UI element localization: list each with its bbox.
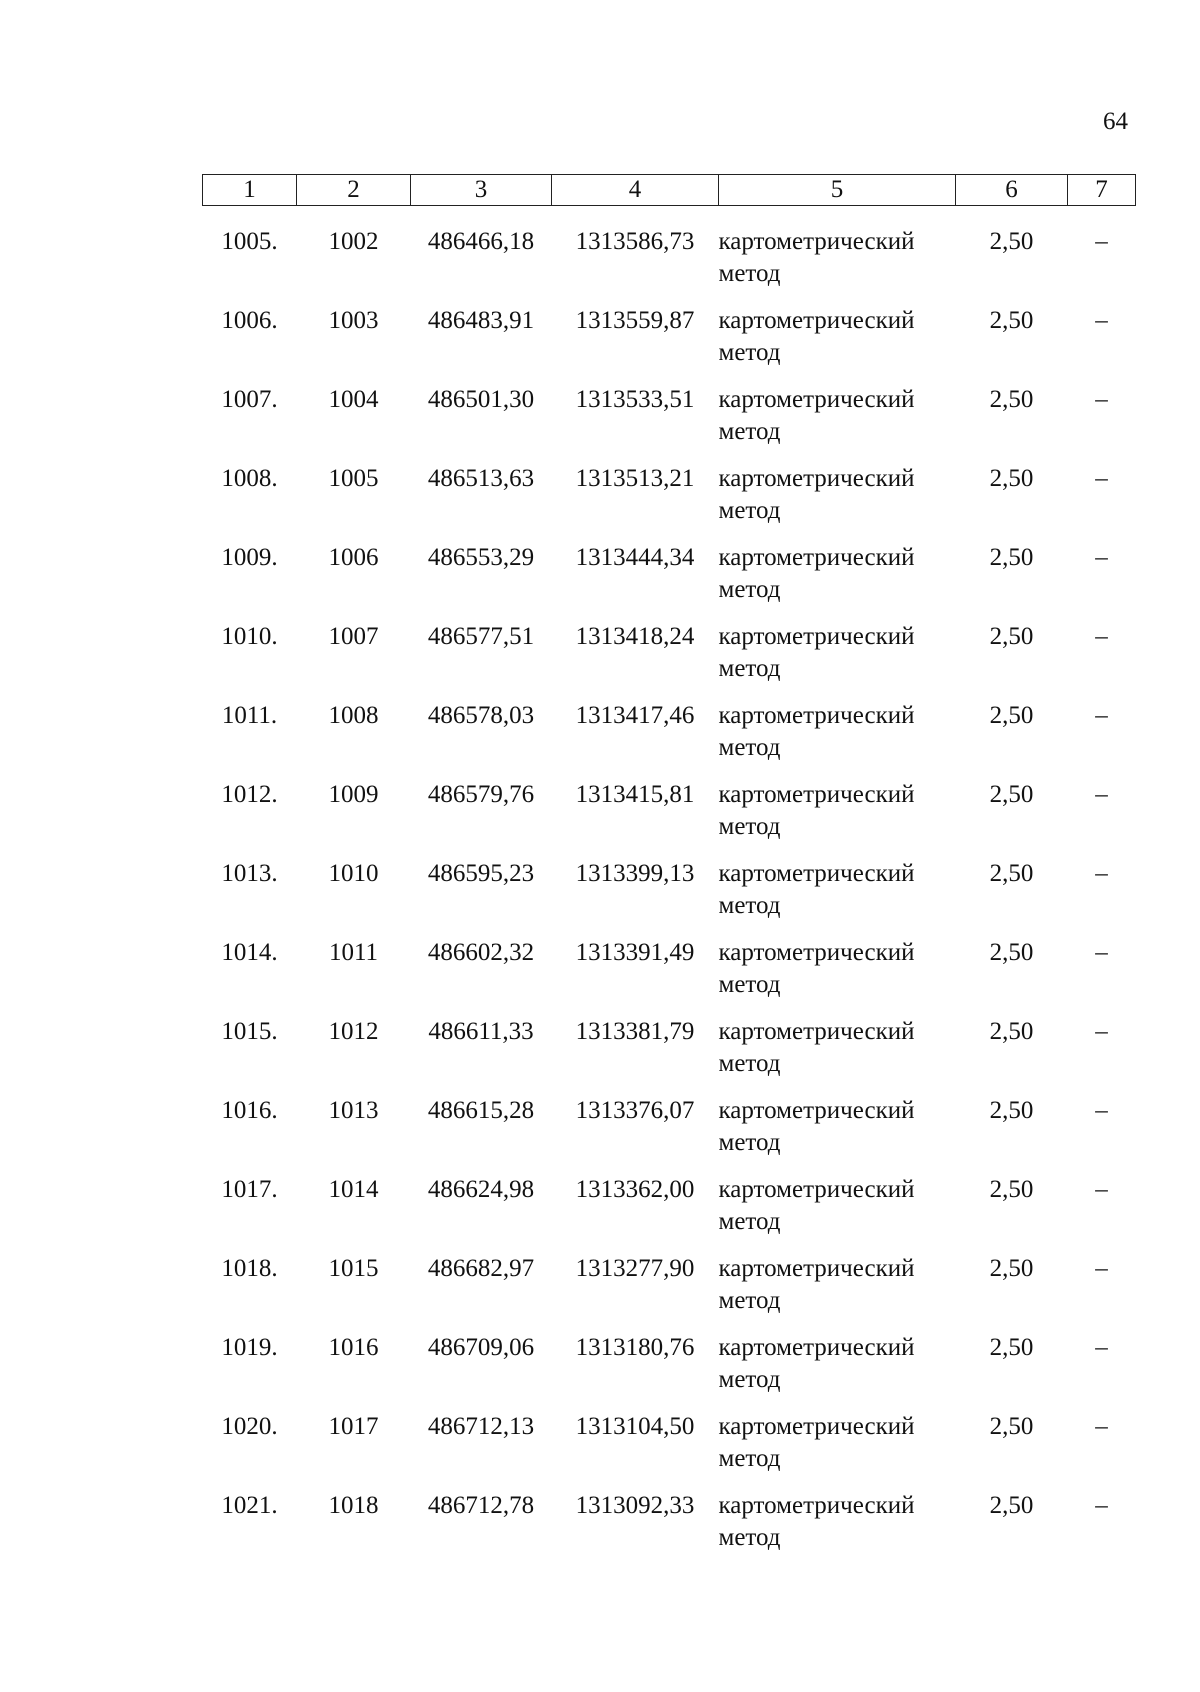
row-number-cell: 1019. bbox=[221, 1334, 278, 1361]
note-cell: – bbox=[1095, 228, 1108, 255]
table-row bbox=[203, 700, 1136, 779]
accuracy-cell: 2,50 bbox=[989, 386, 1034, 413]
column-header-7: 7 bbox=[1068, 175, 1136, 206]
note-cell: – bbox=[1095, 307, 1108, 334]
table-row bbox=[203, 384, 1136, 463]
accuracy-cell: 2,50 bbox=[989, 1334, 1034, 1361]
table-body bbox=[203, 206, 1136, 1570]
x-coordinate-cell: 486615,28 bbox=[427, 1097, 535, 1124]
table-row bbox=[203, 1411, 1136, 1490]
table-row bbox=[203, 1095, 1136, 1174]
point-number-cell: 1010 bbox=[328, 860, 379, 887]
row-number-cell: 1011. bbox=[221, 702, 278, 729]
method-cell: картометрический метод bbox=[718, 544, 915, 603]
accuracy-cell: 2,50 bbox=[989, 1255, 1034, 1282]
y-coordinate-cell: 1313399,13 bbox=[575, 860, 695, 887]
row-number-cell: 1021. bbox=[221, 1492, 278, 1519]
note-cell: – bbox=[1095, 1255, 1108, 1282]
method-cell: картометрический метод bbox=[718, 623, 915, 682]
row-number-cell: 1006. bbox=[221, 307, 278, 334]
y-coordinate-cell: 1313444,34 bbox=[575, 544, 695, 571]
accuracy-cell: 2,50 bbox=[989, 1018, 1034, 1045]
row-number-cell: 1007. bbox=[221, 386, 278, 413]
table-row bbox=[203, 1490, 1136, 1569]
row-number-cell: 1017. bbox=[221, 1176, 278, 1203]
y-coordinate-cell: 1313559,87 bbox=[575, 307, 695, 334]
method-cell: картометрический метод bbox=[718, 465, 915, 524]
accuracy-cell: 2,50 bbox=[989, 939, 1034, 966]
method-cell: картометрический метод bbox=[718, 228, 915, 287]
note-cell: – bbox=[1095, 544, 1108, 571]
point-number-cell: 1012 bbox=[328, 1018, 379, 1045]
note-cell: – bbox=[1095, 1176, 1108, 1203]
row-number-cell: 1016. bbox=[221, 1097, 278, 1124]
row-number-cell: 1013. bbox=[221, 860, 278, 887]
method-cell: картометрический метод bbox=[718, 860, 915, 919]
method-cell: картометрический метод bbox=[718, 1097, 915, 1156]
table-row bbox=[203, 937, 1136, 1016]
column-header-2: 2 bbox=[297, 175, 411, 206]
table-row bbox=[203, 1253, 1136, 1332]
accuracy-cell: 2,50 bbox=[989, 860, 1034, 887]
point-number-cell: 1018 bbox=[328, 1492, 379, 1519]
method-cell: картометрический метод bbox=[718, 1413, 915, 1472]
point-number-cell: 1002 bbox=[328, 228, 379, 255]
x-coordinate-cell: 486578,03 bbox=[427, 702, 535, 729]
table-row bbox=[203, 858, 1136, 937]
method-cell: картометрический метод bbox=[718, 781, 915, 840]
y-coordinate-cell: 1313533,51 bbox=[575, 386, 695, 413]
point-number-cell: 1017 bbox=[328, 1413, 379, 1440]
y-coordinate-cell: 1313277,90 bbox=[575, 1255, 695, 1282]
column-header-3: 3 bbox=[411, 175, 552, 206]
accuracy-cell: 2,50 bbox=[989, 1413, 1034, 1440]
point-number-cell: 1011 bbox=[328, 939, 379, 966]
y-coordinate-cell: 1313417,46 bbox=[575, 702, 695, 729]
y-coordinate-cell: 1313362,00 bbox=[575, 1176, 695, 1203]
point-number-cell: 1004 bbox=[328, 386, 379, 413]
note-cell: – bbox=[1095, 702, 1108, 729]
row-number-cell: 1005. bbox=[221, 228, 278, 255]
column-header-6: 6 bbox=[956, 175, 1068, 206]
x-coordinate-cell: 486712,78 bbox=[427, 1492, 535, 1519]
row-number-cell: 1014. bbox=[221, 939, 278, 966]
table-header-row bbox=[203, 175, 1136, 206]
table-row bbox=[203, 1016, 1136, 1095]
x-coordinate-cell: 486611,33 bbox=[428, 1018, 534, 1045]
note-cell: – bbox=[1095, 1492, 1108, 1519]
column-header-4: 4 bbox=[552, 175, 719, 206]
accuracy-cell: 2,50 bbox=[989, 702, 1034, 729]
page-number: 64 bbox=[1103, 108, 1128, 135]
method-cell: картометрический метод bbox=[718, 702, 915, 761]
method-cell: картометрический метод bbox=[718, 1492, 915, 1551]
point-number-cell: 1003 bbox=[328, 307, 379, 334]
accuracy-cell: 2,50 bbox=[989, 307, 1034, 334]
point-number-cell: 1015 bbox=[328, 1255, 379, 1282]
accuracy-cell: 2,50 bbox=[989, 1492, 1034, 1519]
x-coordinate-cell: 486682,97 bbox=[427, 1255, 535, 1282]
table-row bbox=[203, 1174, 1136, 1253]
method-cell: картометрический метод bbox=[718, 1255, 915, 1314]
x-coordinate-cell: 486513,63 bbox=[427, 465, 535, 492]
note-cell: – bbox=[1095, 1334, 1108, 1361]
table-row bbox=[203, 305, 1136, 384]
point-number-cell: 1014 bbox=[328, 1176, 379, 1203]
x-coordinate-cell: 486466,18 bbox=[427, 228, 535, 255]
coordinates-table bbox=[202, 174, 1136, 1569]
x-coordinate-cell: 486553,29 bbox=[427, 544, 535, 571]
x-coordinate-cell: 486579,76 bbox=[427, 781, 535, 808]
y-coordinate-cell: 1313092,33 bbox=[575, 1492, 695, 1519]
accuracy-cell: 2,50 bbox=[989, 544, 1034, 571]
note-cell: – bbox=[1095, 860, 1108, 887]
point-number-cell: 1007 bbox=[328, 623, 379, 650]
row-number-cell: 1020. bbox=[221, 1413, 278, 1440]
x-coordinate-cell: 486483,91 bbox=[427, 307, 535, 334]
y-coordinate-cell: 1313415,81 bbox=[575, 781, 695, 808]
y-coordinate-cell: 1313586,73 bbox=[575, 228, 695, 255]
method-cell: картометрический метод bbox=[718, 386, 915, 445]
method-cell: картометрический метод bbox=[718, 1018, 915, 1077]
y-coordinate-cell: 1313381,79 bbox=[575, 1018, 695, 1045]
note-cell: – bbox=[1095, 939, 1108, 966]
accuracy-cell: 2,50 bbox=[989, 228, 1034, 255]
point-number-cell: 1013 bbox=[328, 1097, 379, 1124]
table-row bbox=[203, 621, 1136, 700]
point-number-cell: 1009 bbox=[328, 781, 379, 808]
note-cell: – bbox=[1095, 465, 1108, 492]
row-number-cell: 1008. bbox=[221, 465, 278, 492]
x-coordinate-cell: 486624,98 bbox=[427, 1176, 535, 1203]
table-row bbox=[203, 1332, 1136, 1411]
x-coordinate-cell: 486602,32 bbox=[427, 939, 535, 966]
table-row bbox=[203, 542, 1136, 621]
row-number-cell: 1015. bbox=[221, 1018, 278, 1045]
x-coordinate-cell: 486712,13 bbox=[427, 1413, 535, 1440]
note-cell: – bbox=[1095, 1413, 1108, 1440]
y-coordinate-cell: 1313391,49 bbox=[575, 939, 695, 966]
y-coordinate-cell: 1313104,50 bbox=[575, 1413, 695, 1440]
point-number-cell: 1016 bbox=[328, 1334, 379, 1361]
column-header-5: 5 bbox=[719, 175, 956, 206]
point-number-cell: 1005 bbox=[328, 465, 379, 492]
y-coordinate-cell: 1313180,76 bbox=[575, 1334, 695, 1361]
x-coordinate-cell: 486709,06 bbox=[427, 1334, 535, 1361]
row-number-cell: 1018. bbox=[221, 1255, 278, 1282]
point-number-cell: 1006 bbox=[328, 544, 379, 571]
table-row bbox=[203, 463, 1136, 542]
row-number-cell: 1009. bbox=[221, 544, 278, 571]
note-cell: – bbox=[1095, 623, 1108, 650]
note-cell: – bbox=[1095, 386, 1108, 413]
y-coordinate-cell: 1313376,07 bbox=[575, 1097, 695, 1124]
accuracy-cell: 2,50 bbox=[989, 781, 1034, 808]
row-number-cell: 1010. bbox=[221, 623, 278, 650]
point-number-cell: 1008 bbox=[328, 702, 379, 729]
method-cell: картометрический метод bbox=[718, 1334, 915, 1393]
note-cell: – bbox=[1095, 1097, 1108, 1124]
note-cell: – bbox=[1095, 1018, 1108, 1045]
table-row bbox=[203, 226, 1136, 305]
y-coordinate-cell: 1313513,21 bbox=[575, 465, 695, 492]
x-coordinate-cell: 486595,23 bbox=[427, 860, 535, 887]
row-number-cell: 1012. bbox=[221, 781, 278, 808]
accuracy-cell: 2,50 bbox=[989, 465, 1034, 492]
accuracy-cell: 2,50 bbox=[989, 623, 1034, 650]
y-coordinate-cell: 1313418,24 bbox=[575, 623, 695, 650]
x-coordinate-cell: 486501,30 bbox=[427, 386, 535, 413]
accuracy-cell: 2,50 bbox=[989, 1097, 1034, 1124]
table-spacer bbox=[203, 206, 1136, 227]
method-cell: картометрический метод bbox=[718, 1176, 915, 1235]
method-cell: картометрический метод bbox=[718, 307, 915, 366]
accuracy-cell: 2,50 bbox=[989, 1176, 1034, 1203]
column-header-1: 1 bbox=[203, 175, 297, 206]
table-row bbox=[203, 779, 1136, 858]
x-coordinate-cell: 486577,51 bbox=[427, 623, 535, 650]
method-cell: картометрический метод bbox=[718, 939, 915, 998]
note-cell: – bbox=[1095, 781, 1108, 808]
